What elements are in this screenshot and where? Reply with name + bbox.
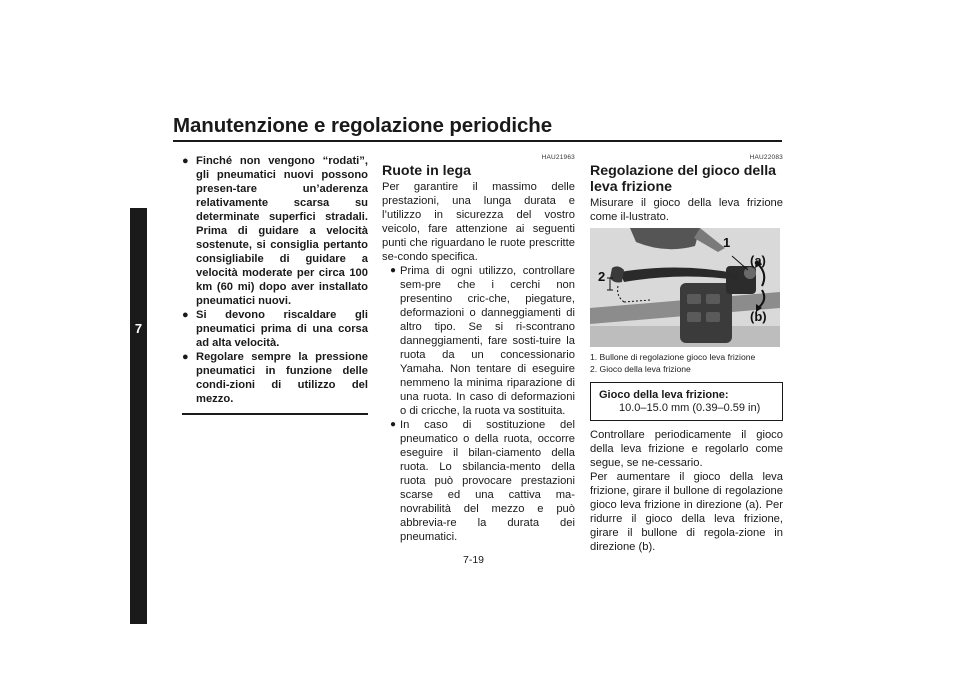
- section-code: HAU22083: [749, 154, 783, 161]
- figure-label-b: (b): [750, 309, 767, 324]
- wheels-bullets: [382, 264, 575, 544]
- warning-text: Finché non vengono “rodati”, gli pneumatici nuovi possono presen-tare un’aderenza relativamente scarsa su determinate superfici stradali. Prima di guidare a velocità sostenute, si consiglia pertanto consigliabile di guidare a velocità moderate per circa 100 km (60 mi) dopo aver installato pneumatici nuovi.: [196, 155, 368, 307]
- chapter-number: 7: [134, 321, 143, 336]
- bullet-icon: ●: [182, 309, 189, 321]
- warning-column: [182, 154, 368, 415]
- clutch-lever-illustration: [590, 228, 780, 347]
- wheels-section: [382, 154, 575, 544]
- body-paragraph: Per aumentare il gioco della leva frizione, girare il bullone di regolazione gioco leva frizione in direzione (a). Per ridurre il gioco della leva frizione, girare il bullone di regola-zione in direzione (b).: [590, 471, 783, 553]
- figure-label-2: 2: [598, 269, 606, 284]
- list-item: [390, 264, 575, 418]
- bullet-icon: ●: [182, 351, 189, 363]
- page-number: 7-19: [463, 554, 485, 566]
- warning-list: [182, 154, 368, 406]
- figure-caption: 2. Gioco della leva frizione: [590, 364, 691, 374]
- section-title: Regolazione del gioco della leva frizione: [590, 163, 777, 195]
- section-title: Ruote in lega: [382, 163, 472, 179]
- warning-item: [182, 308, 368, 350]
- warning-item: [182, 350, 368, 406]
- section-code: HAU21963: [541, 154, 575, 161]
- figure-label-a: (a): [750, 253, 766, 268]
- warning-text: Regolare sempre la pressione pneumatici in funzione delle condi-zioni di utilizzo del mezzo.: [196, 351, 368, 405]
- warning-end-rule: [182, 413, 368, 415]
- chapter-tab: [130, 208, 147, 624]
- list-item-text: Prima di ogni utilizzo, controllare sem-pre che i cerchi non presentino cric-che, piegature, deformazioni o danneggiamenti di altro tipo. Se si ri-scontrano danneggiamenti, fare sosti-tuire la ruota da un concessionario Yamaha. Non tentare di eseguire nemmeno la minima riparazione di una ruota. In caso di deformazioni o di cricche, la ruota va sostituita.: [400, 265, 575, 417]
- warning-text: Si devono riscaldare gli pneumatici prima di una corsa ad alta velocità.: [196, 309, 368, 349]
- list-item: [390, 418, 575, 544]
- bullet-icon: ●: [390, 265, 397, 276]
- spec-box: [590, 382, 783, 421]
- clutch-section: [590, 154, 783, 554]
- warning-item: [182, 154, 368, 308]
- section-intro: Per garantire il massimo delle prestazioni, una lunga durata e l’utilizzo in sicurezza del vostro veicolo, fare attenzione ai seguenti punti che riguardano le ruote prescritte se-condo specifica.: [382, 181, 575, 263]
- body-paragraph: Controllare periodicamente il gioco della leva frizione e regolarlo come segue, se ne-cessario.: [590, 429, 783, 469]
- title-rule: [173, 140, 782, 142]
- page-title: Manutenzione e regolazione periodiche: [173, 114, 553, 137]
- bullet-icon: ●: [182, 155, 189, 167]
- figure-caption: 1. Bullone di regolazione gioco leva frizione: [590, 352, 756, 362]
- section-intro: Misurare il gioco della leva frizione come il-lustrato.: [590, 197, 783, 223]
- figure-captions: [590, 351, 783, 375]
- list-item-text: In caso di sostituzione del pneumatico o della ruota, occorre eseguire il bilan-ciamento della ruota. Lo sbilancia-mento della ruota può provocare prestazioni scarse ed una cattiva ma-novrabilità del mezzo e può abbrevia-re la durata dei pneumatici.: [400, 419, 575, 543]
- spec-value: 10.0–15.0 mm (0.39–0.59 in): [619, 402, 761, 414]
- bullet-icon: ●: [390, 419, 397, 430]
- figure-label-1: 1: [723, 235, 731, 250]
- clutch-lever-figure: [590, 228, 780, 347]
- spec-title: Gioco della leva frizione:: [599, 389, 729, 401]
